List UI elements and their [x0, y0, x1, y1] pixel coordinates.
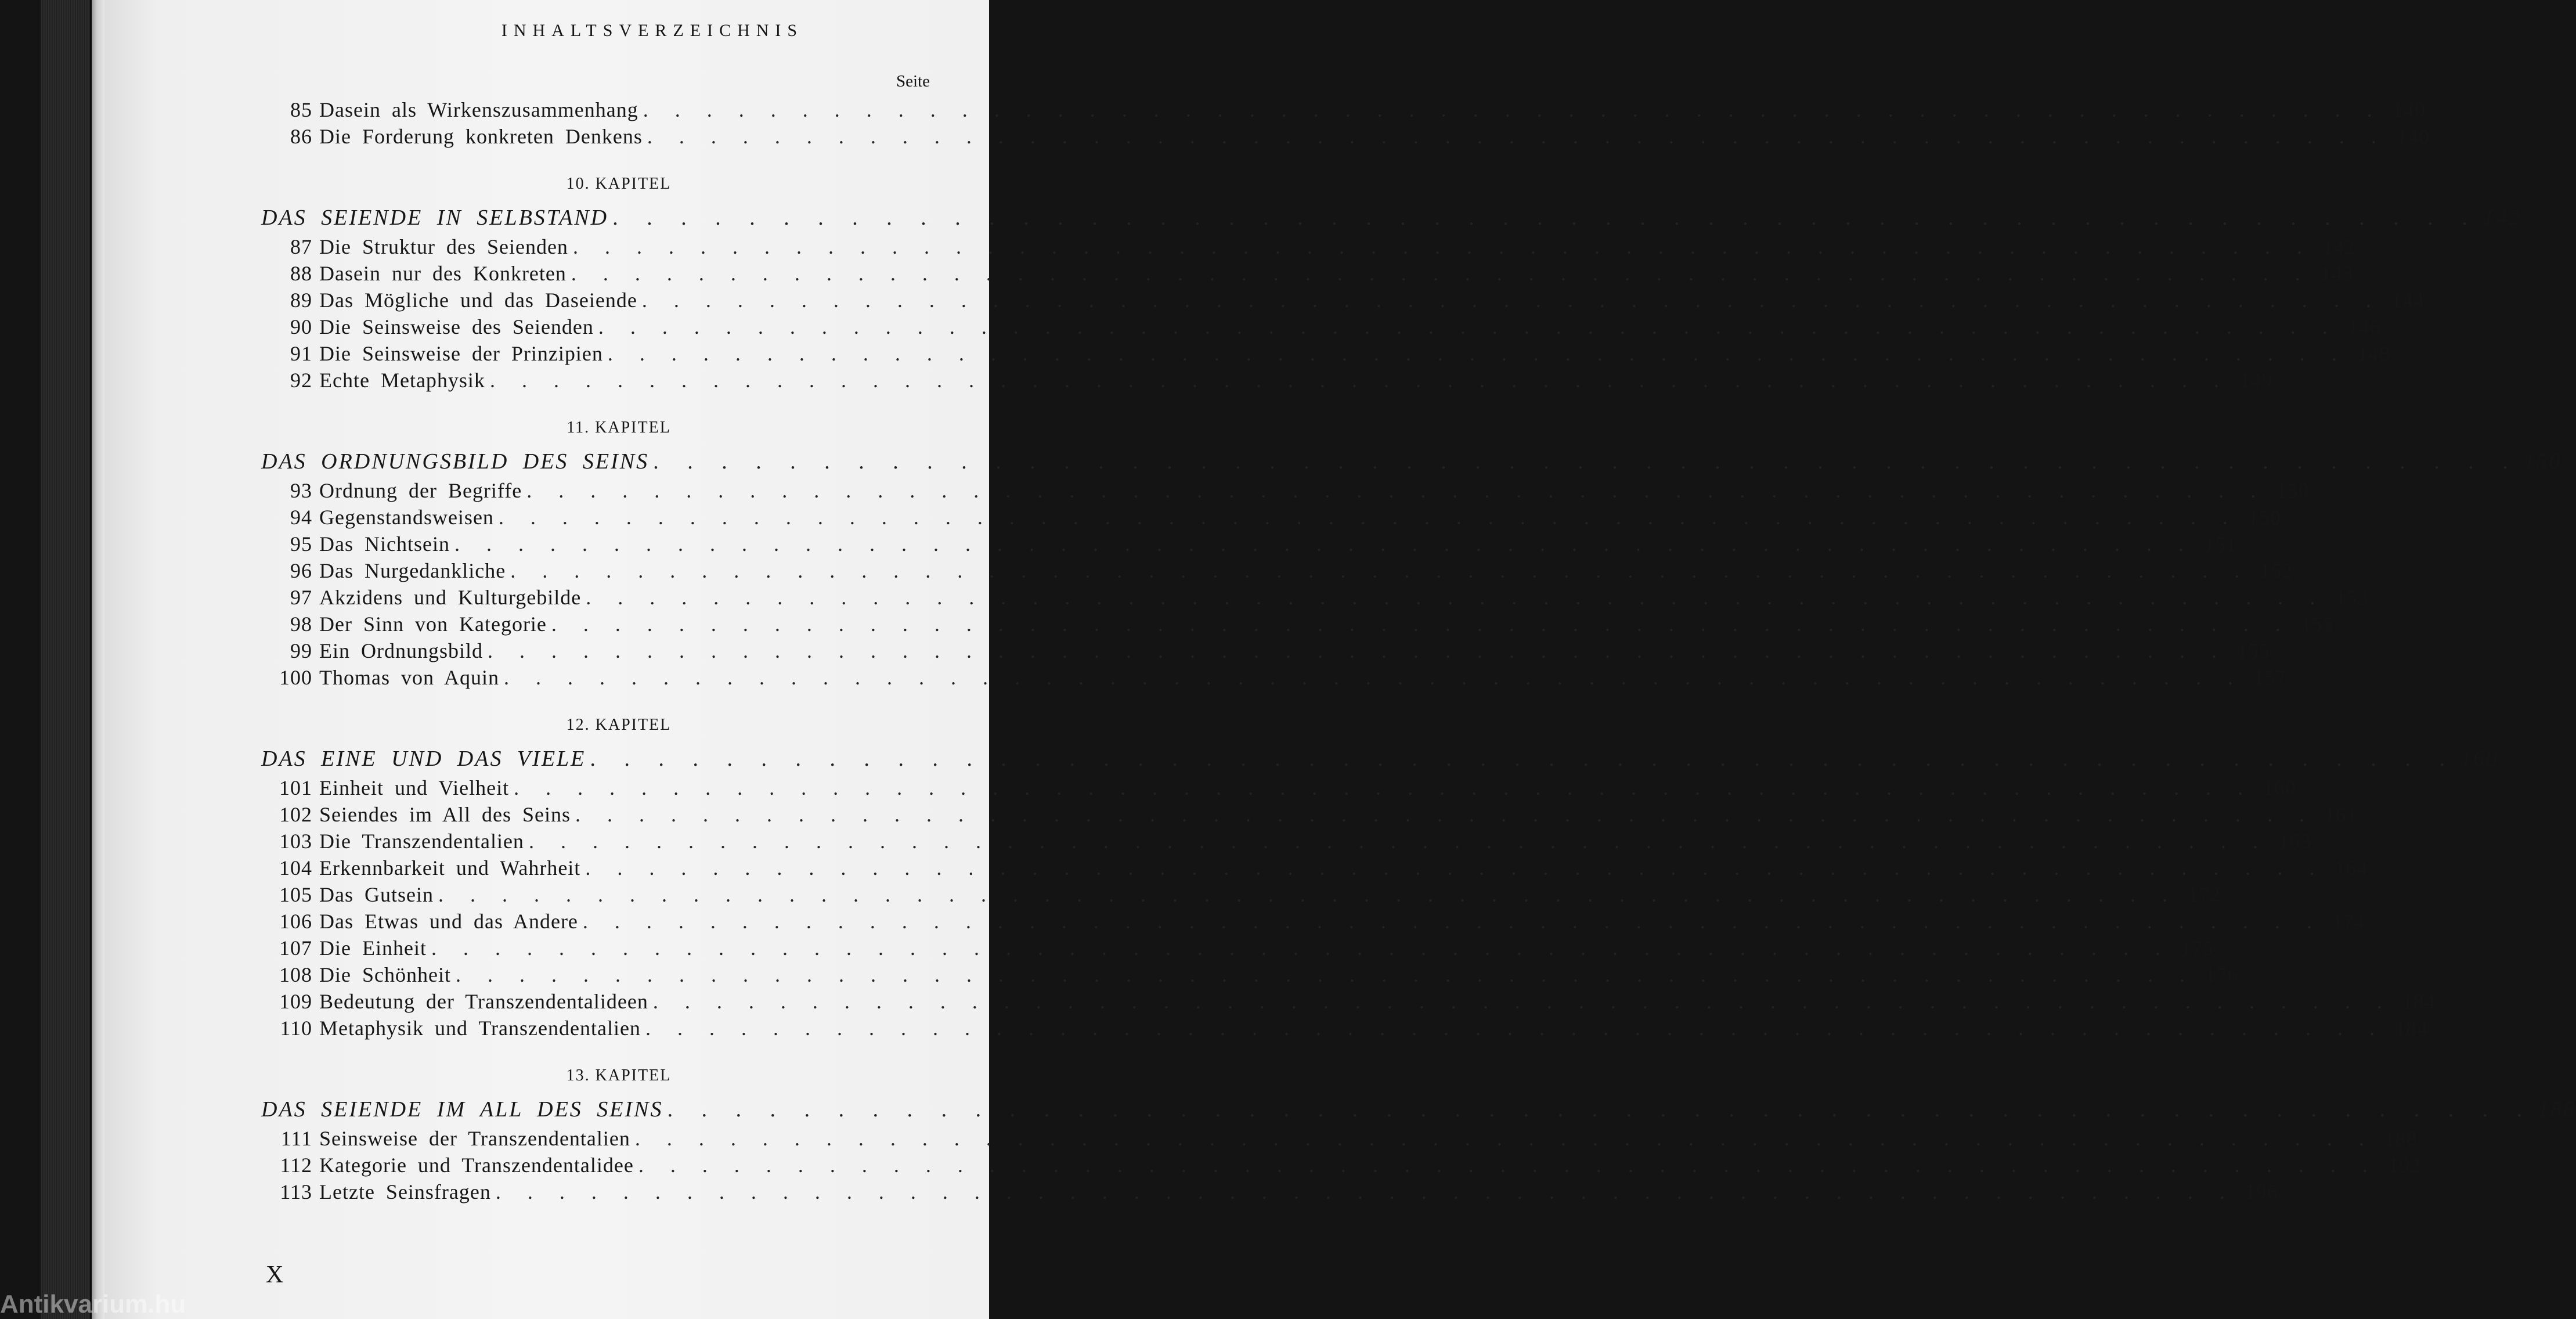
entry-number: 89: [290, 289, 312, 312]
entry-title: Die Transzendentalien: [319, 830, 524, 853]
entry-title: Echte Metaphysik: [319, 369, 485, 392]
chapter-label: 12. KAPITEL: [566, 716, 672, 734]
entry-number: 110: [280, 1017, 312, 1040]
toc-entry: [261, 287, 2425, 313]
entry-page-number: 174: [2332, 910, 2365, 933]
entry-page-number: 146: [2347, 315, 2381, 338]
toc-entry: [261, 774, 2297, 801]
toc-entry: [261, 881, 2221, 908]
toc-entry: [261, 260, 2354, 287]
entry-number: 92: [290, 369, 312, 392]
dot-leader: . . . . . . . . . . . . . . . . . . . . . . . . . . . . . . . . . . . . . . . . . . . . . . . . . . . . . . .: [638, 1154, 2376, 1177]
entry-number: 104: [279, 856, 312, 880]
dot-leader: . . . . . . . . . . . . . . . . . . . . . . . . . . . . . . . . . . . . . . . . . . . . . . . . . . . . . . .: [652, 990, 2390, 1013]
entry-number: 87: [290, 235, 312, 258]
entry-title: Akzidens und Kulturgebilde: [319, 586, 582, 609]
entry-page-number: 142: [2483, 206, 2521, 230]
entry-number: 109: [279, 990, 312, 1013]
entry-title: Bedeutung der Transzendentalideen: [319, 990, 648, 1013]
entry-title: Die Forderung konkreten Denkens: [319, 125, 643, 148]
entry-number: 97: [290, 586, 312, 609]
toc-entry: [261, 935, 2214, 961]
entry-number: 106: [279, 910, 312, 933]
entry-number: 102: [279, 803, 312, 826]
entry-title: Die Struktur des Seienden: [319, 235, 568, 258]
entry-page-number: 140: [2392, 98, 2426, 121]
entry-title: Das Nurgedankliche: [319, 559, 506, 582]
entry-number: 88: [290, 262, 312, 285]
entry-page-number: 196: [2245, 1180, 2278, 1203]
toc-entry: [261, 123, 2430, 150]
section-title: DAS ORDNUNGSBILD DES SEINS: [261, 449, 650, 474]
entry-page-number: 150: [2523, 449, 2562, 474]
entry-page-number: 150: [2276, 479, 2310, 502]
dot-leader: . . . . . . . . . . . . . . . . . . . . . . . . . . . . . . . . . . . . . . . . . . . . . . . . . . . . . . .: [582, 910, 2320, 933]
entry-page-number: 151: [2203, 532, 2237, 556]
dot-leader: . . . . . . . . . . . . . . . . . . . . . . . . . . . . . . . . . . . . . . . . . . . . . . . . . . . . . . .: [454, 532, 2192, 556]
dot-leader: . . . . . . . . . . . . . . . . . . . . . . . . . . . . . . . . . . . . . . . . . . . . . . . . . . . . . . .: [607, 342, 2345, 365]
entry-page-number: 188: [2384, 1127, 2418, 1150]
page-edge: [92, 0, 104, 1319]
entry-page-number: 172: [2187, 883, 2221, 906]
entry-number: 94: [290, 506, 312, 529]
entry-title: Der Sinn von Kategorie: [319, 612, 547, 636]
entry-number: 85: [290, 98, 312, 121]
dot-leader: . . . . . . . . . . . . . . . . . . . . . . . . . . . . . . . . . . . . . . . . . . . . . . . . . . . . . . .: [526, 479, 2264, 502]
entry-number: 108: [279, 963, 312, 986]
entry-title: Die Seinsweise der Prinzipien: [319, 342, 603, 365]
toc-entry: [261, 584, 2369, 611]
entry-number: 111: [280, 1127, 312, 1150]
entry-page-number: 176: [2205, 963, 2238, 986]
entry-number: 95: [290, 532, 312, 556]
entry-page-number: 144: [2391, 289, 2425, 312]
entry-number: 96: [290, 559, 312, 582]
book-page: [104, 0, 2576, 1319]
chapter-section-title: [261, 743, 2499, 774]
entry-title: Das Gutsein: [319, 883, 434, 906]
dot-leader: . . . . . . . . . . . . . . . . . . . . . . . . . . . . . . . . . . . . . . . . . . . . . . . . . . . . . . .: [572, 235, 2310, 258]
entry-page-number: 161: [2325, 803, 2358, 826]
entry-number: 91: [290, 342, 312, 365]
chapter-label: 11. KAPITEL: [567, 419, 671, 437]
chapter-label: 13. KAPITEL: [566, 1066, 672, 1084]
dot-leader: . . . . . . . . . . . . . . . . . . . . . . . . . . . . . . . . . . . . . . . . . . . . . . . . . . . . . . .: [514, 776, 2252, 799]
toc-entry: [261, 908, 2365, 935]
entry-title: Die Seinsweise des Seienden: [319, 315, 594, 338]
entry-title: Erkennbarkeit und Wahrheit: [319, 856, 581, 880]
entry-page-number: 140: [2396, 125, 2430, 148]
dot-leader: . . . . . . . . . . . . . . . . . . . . . . . . . . . . . . . . . . . . . . . . . . . . . . . . . . . . . . .: [613, 206, 2476, 230]
entry-page-number: 155: [2237, 639, 2270, 662]
entry-number: 93: [290, 479, 312, 502]
entry-page-number: 143: [2320, 262, 2354, 285]
toc-entry: [261, 96, 2426, 123]
entry-number: 100: [279, 666, 312, 689]
entry-page-number: 160: [2263, 776, 2297, 799]
entry-number: 99: [290, 639, 312, 662]
dot-leader: . . . . . . . . . . . . . . . . . . . . . . . . . . . . . . . . . . . . . . . . . . . . . . . . . . . . . . .: [643, 98, 2380, 121]
entry-title: Das Nichtsein: [319, 532, 450, 556]
watermark: Antikvarium.hu: [0, 1290, 186, 1318]
dot-leader: . . . . . . . . . . . . . . . . . . . . . . . . . . . . . . . . . . . . . . . . . . . . . . . . . . . . . . .: [431, 936, 2169, 960]
toc-entry: [261, 1179, 2278, 1205]
toc-entry: [261, 855, 2368, 881]
entry-number: 98: [290, 612, 312, 636]
entry-number: 113: [280, 1180, 312, 1203]
dot-leader: . . . . . . . . . . . . . . . . . . . . . . . . . . . . . . . . . . . . . . . . . . . . . . . . . . . . . . .: [571, 262, 2308, 285]
entry-title: Letzte Seinsfragen: [319, 1180, 491, 1203]
entry-page-number: 192: [2387, 1154, 2421, 1177]
toc-entry: [261, 828, 2311, 855]
chapter-label: 10. KAPITEL: [566, 175, 672, 193]
toc-entry: [261, 531, 2237, 557]
entry-page-number: 150: [2247, 506, 2281, 529]
entry-title: Ein Ordnungsbild: [319, 639, 483, 662]
toc-entry: [261, 504, 2281, 531]
chapter-section-title: [261, 1094, 2576, 1125]
entry-number: 101: [279, 776, 312, 799]
entry-title: Metaphysik und Transzendentalien: [319, 1017, 641, 1040]
dot-leader: . . . . . . . . . . . . . . . . . . . . . . . . . . . . . . . . . . . . . . . . . . . . . . . . . . . . . . .: [668, 1097, 2531, 1122]
entry-page-number: 142: [2322, 235, 2355, 258]
dot-leader: . . . . . . . . . . . . . . . . . . . . . . . . . . . . . . . . . . . . . . . . . . . . . . . . . . . . . . .: [498, 506, 2236, 529]
toc-entry: [261, 611, 2334, 637]
entry-title: Die Einheit: [319, 936, 427, 960]
entry-title: Kategorie und Transzendentalidee: [319, 1154, 634, 1177]
entry-number: 103: [279, 830, 312, 853]
entry-title: Dasein als Wirkenszusammenhang: [319, 98, 638, 121]
entry-number: 105: [279, 883, 312, 906]
entry-title: Dasein nur des Konkreten: [319, 262, 567, 285]
page-header: INHALTSVERZEICHNIS: [501, 21, 804, 40]
entry-page-number: 175: [2180, 936, 2214, 960]
toc-entry: [261, 664, 2286, 691]
dot-leader: . . . . . . . . . . . . . . . . . . . . . . . . . . . . . . . . . . . . . . . . . . . . . . . . . . . . . . .: [528, 830, 2266, 853]
toc-entry: [261, 1152, 2421, 1179]
toc-entry: [261, 340, 2390, 367]
chapter-section-title: [261, 446, 2562, 477]
toc-entry: [261, 961, 2238, 988]
toc-entry: [261, 1015, 2428, 1041]
dot-leader: . . . . . . . . . . . . . . . . . . . . . . . . . . . . . . . . . . . . . . . . . . . . . . . . . . . . . . .: [495, 1180, 2233, 1203]
dot-leader: . . . . . . . . . . . . . . . . . . . . . . . . . . . . . . . . . . . . . . . . . . . . . . . . . . . . . . .: [510, 559, 2248, 582]
entry-number: 86: [290, 125, 312, 148]
entry-page-number: 184: [2394, 1017, 2428, 1040]
chapter-section-title: [261, 202, 2521, 233]
entry-title: Einheit und Vielheit: [319, 776, 510, 799]
toc-entry: [261, 988, 2436, 1015]
dot-leader: . . . . . . . . . . . . . . . . . . . . . . . . . . . . . . . . . . . . . . . . . . . . . . . . . . . . . . .: [586, 586, 2324, 609]
toc-entry: [261, 477, 2310, 504]
toc-entry: [261, 801, 2358, 828]
dot-leader: . . . . . . . . . . . . . . . . . . . . . . . . . . . . . . . . . . . . . . . . . . . . . . . . . . . . . . .: [590, 747, 2454, 771]
toc-entry: [261, 557, 2293, 584]
section-title: DAS SEIENDE IN SELBSTAND: [261, 206, 609, 230]
section-title: DAS EINE UND DAS VIELE: [261, 747, 586, 771]
dot-leader: . . . . . . . . . . . . . . . . . . . . . . . . . . . . . . . . . . . . . . . . . . . . . . . . . . . . . . .: [645, 1017, 2383, 1040]
dot-leader: . . . . . . . . . . . . . . . . . . . . . . . . . . . . . . . . . . . . . . . . . . . . . . . . . . . . . . .: [598, 315, 2336, 338]
dot-leader: . . . . . . . . . . . . . . . . . . . . . . . . . . . . . . . . . . . . . . . . . . . . . . . . . . . . . . .: [585, 856, 2323, 880]
entry-page-number: 155: [2300, 612, 2334, 636]
entry-number: 90: [290, 315, 312, 338]
toc-entry: [261, 367, 2272, 394]
dot-leader: . . . . . . . . . . . . . . . . . . . . . . . . . . . . . . . . . . . . . . . . . . . . . . . . . . . . . . .: [575, 803, 2312, 826]
entry-number: 112: [280, 1154, 312, 1177]
entry-page-number: 184: [2402, 990, 2436, 1013]
entry-title: Thomas von Aquin: [319, 666, 499, 689]
entry-page-number: 160: [2460, 747, 2499, 771]
section-title: DAS SEIENDE IM ALL DES SEINS: [261, 1097, 663, 1122]
toc-entry: [261, 233, 2355, 260]
dot-leader: . . . . . . . . . . . . . . . . . . . . . . . . . . . . . . . . . . . . . . . . . . . . . . . . . . . . . . .: [489, 369, 2227, 392]
entry-title: Ordnung der Begriffe: [319, 479, 522, 502]
dot-leader: . . . . . . . . . . . . . . . . . . . . . . . . . . . . . . . . . . . . . . . . . . . . . . . . . . . . . . .: [455, 963, 2193, 986]
entry-number: 107: [279, 936, 312, 960]
dot-leader: . . . . . . . . . . . . . . . . . . . . . . . . . . . . . . . . . . . . . . . . . . . . . . . . . . . . . . .: [634, 1127, 2372, 1150]
page-numeral: X: [266, 1262, 284, 1288]
entry-title: Seinsweise der Transzendentalien: [319, 1127, 630, 1150]
book-spine: [41, 0, 92, 1319]
entry-title: Seiendes im All des Seins: [319, 803, 571, 826]
entry-page-number: 164: [2335, 856, 2368, 880]
toc-entry: [261, 637, 2270, 664]
dot-leader: . . . . . . . . . . . . . . . . . . . . . . . . . . . . . . . . . . . . . . . . . . . . . . . . . . . . . . .: [551, 612, 2289, 636]
dot-leader: . . . . . . . . . . . . . . . . . . . . . . . . . . . . . . . . . . . . . . . . . . . . . . . . . . . . . . .: [654, 449, 2517, 474]
dot-leader: . . . . . . . . . . . . . . . . . . . . . . . . . . . . . . . . . . . . . . . . . . . . . . . . . . . . . . .: [641, 289, 2379, 312]
table-of-contents: [261, 96, 2576, 1205]
toc-entry: [261, 1125, 2418, 1152]
entry-page-number: 149: [2239, 369, 2272, 392]
entry-page-number: 152: [2260, 559, 2293, 582]
toc-entry: [261, 313, 2381, 340]
entry-page-number: 163: [2278, 830, 2311, 853]
dot-leader: . . . . . . . . . . . . . . . . . . . . . . . . . . . . . . . . . . . . . . . . . . . . . . . . . . . . . . .: [504, 666, 2241, 689]
page-column-label: Seite: [896, 72, 930, 91]
entry-title: Das Etwas und das Andere: [319, 910, 578, 933]
dot-leader: . . . . . . . . . . . . . . . . . . . . . . . . . . . . . . . . . . . . . . . . . . . . . . . . . . . . . . .: [438, 883, 2175, 906]
entry-page-number: 148: [2357, 342, 2390, 365]
entry-title: Das Mögliche und das Daseiende: [319, 289, 637, 312]
entry-page-number: 157: [2253, 666, 2286, 689]
entry-title: Die Schönheit: [319, 963, 451, 986]
entry-page-number: 188: [2538, 1097, 2576, 1122]
entry-title: Gegenstandsweisen: [319, 506, 494, 529]
entry-page-number: 153: [2335, 586, 2369, 609]
dot-leader: . . . . . . . . . . . . . . . . . . . . . . . . . . . . . . . . . . . . . . . . . . . . . . . . . . . . . . .: [647, 125, 2384, 148]
dot-leader: . . . . . . . . . . . . . . . . . . . . . . . . . . . . . . . . . . . . . . . . . . . . . . . . . . . . . . .: [488, 639, 2225, 662]
